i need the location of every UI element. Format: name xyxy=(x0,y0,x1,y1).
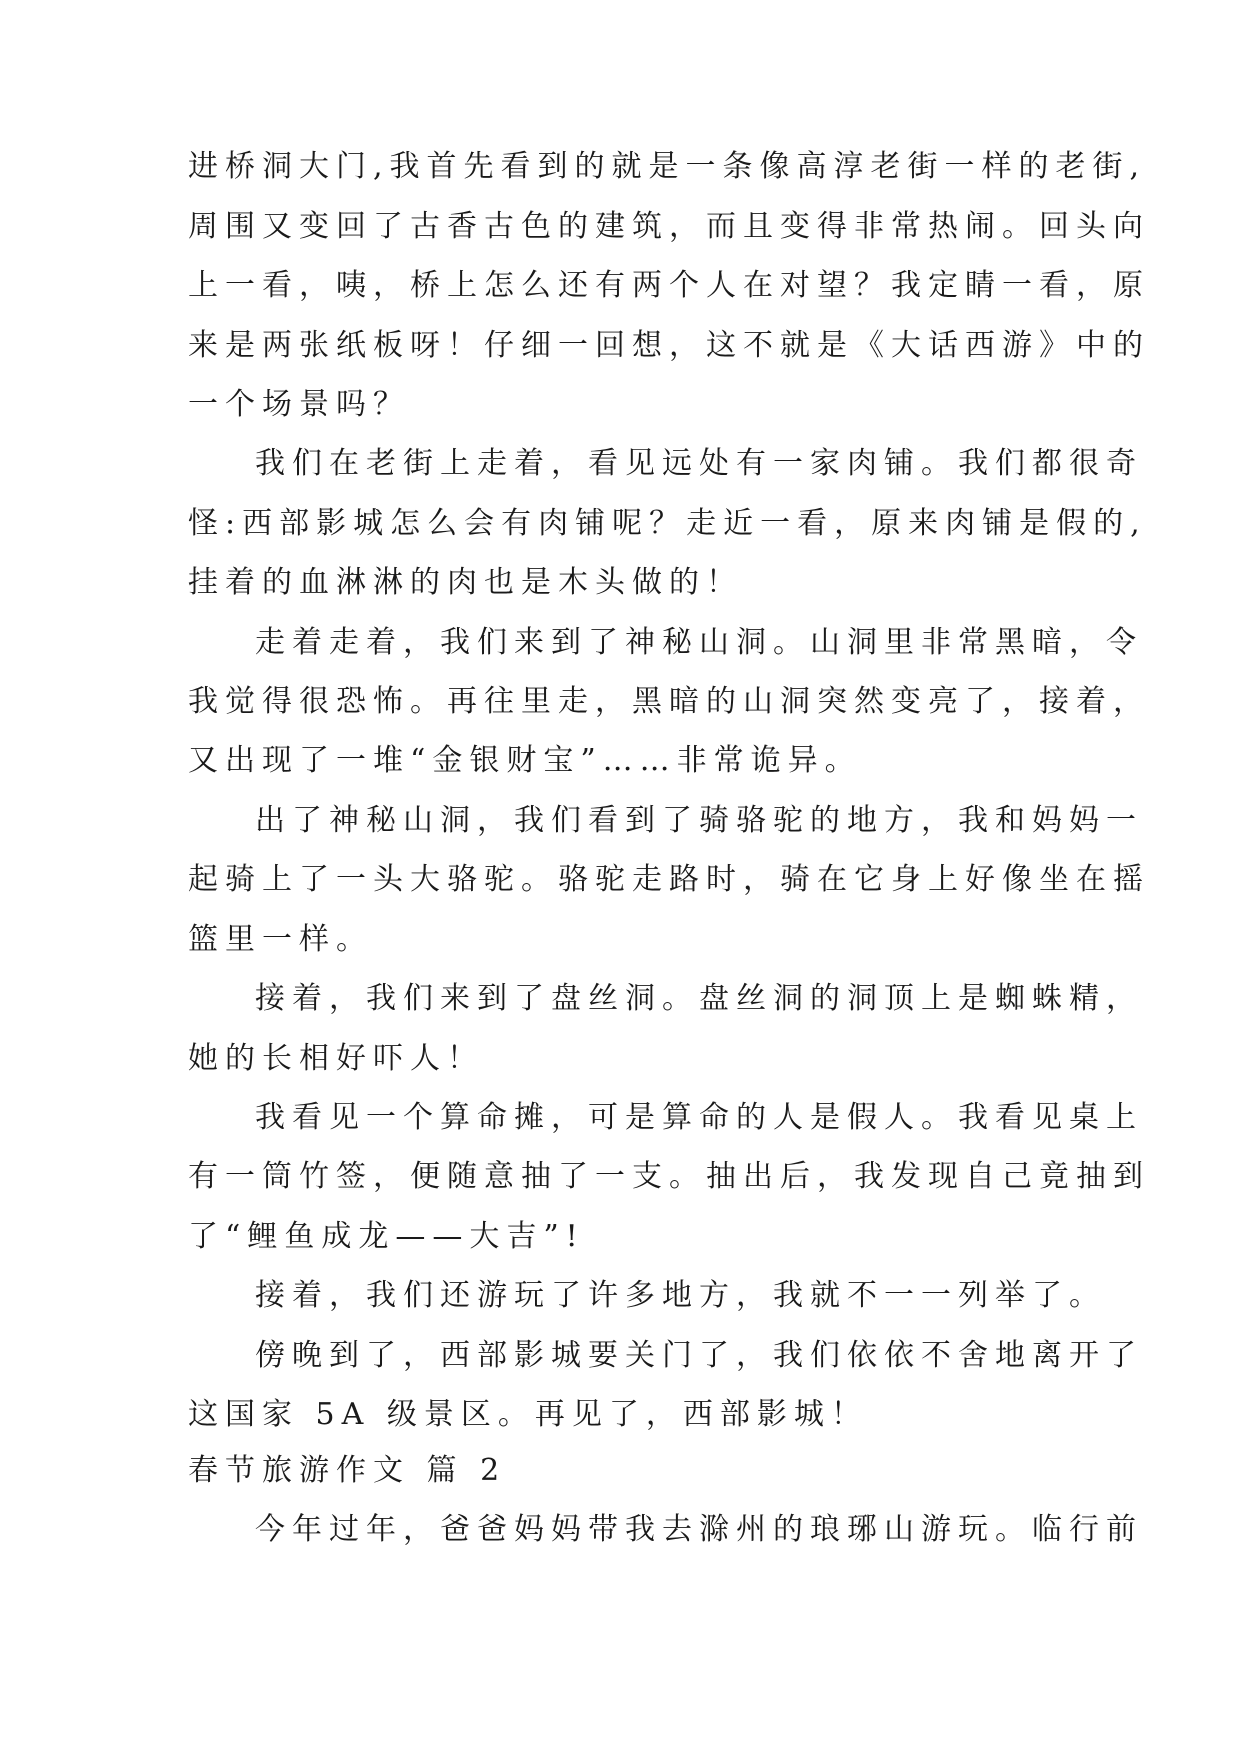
text-line: 她的长相好吓人！ xyxy=(188,1041,484,1076)
section-heading: 春节旅游作文 篇 2 xyxy=(188,1453,507,1488)
text-line: 怪:西部影城怎么会有肉铺呢？走近一看，原来肉铺是假的, xyxy=(188,506,1147,541)
paragraph-start-line: 出了神秘山洞，我们看到了骑骆驼的地方，我和妈妈一 xyxy=(255,803,1143,838)
text-line: 又出现了一堆“金银财宝”……非常诡异。 xyxy=(188,743,862,778)
text-line: 来是两张纸板呀！仔细一回想，这不就是《大话西游》中的 xyxy=(188,328,1150,363)
paragraph-start-line: 走着走着，我们来到了神秘山洞。山洞里非常黑暗，令 xyxy=(255,625,1143,660)
text-line: 这国家 5A 级景区。再见了，西部影城！ xyxy=(188,1397,868,1432)
text-line: 进桥洞大门,我首先看到的就是一条像高淳老街一样的老街, xyxy=(188,149,1147,184)
paragraph-start-line: 接着，我们来到了盘丝洞。盘丝洞的洞顶上是蜘蛛精， xyxy=(255,981,1143,1016)
paragraph-start-line: 我们在老街上走着，看见远处有一家肉铺。我们都很奇 xyxy=(255,446,1143,481)
text-line: 挂着的血淋淋的肉也是木头做的！ xyxy=(188,565,743,600)
text-line: 我觉得很恐怖。再往里走，黑暗的山洞突然变亮了，接着， xyxy=(188,684,1150,719)
text-line: 起骑上了一头大骆驼。骆驼走路时，骑在它身上好像坐在摇 xyxy=(188,862,1150,897)
text-line: 有一筒竹签，便随意抽了一支。抽出后，我发现自己竟抽到 xyxy=(188,1159,1150,1194)
text-line: 上一看，咦，桥上怎么还有两个人在对望？我定睛一看，原 xyxy=(188,268,1150,303)
paragraph-start-line: 我看见一个算命摊，可是算命的人是假人。我看见桌上 xyxy=(255,1100,1143,1135)
text-line: 周围又变回了古香古色的建筑，而且变得非常热闹。回头向 xyxy=(188,209,1150,244)
text-line: 篮里一样。 xyxy=(188,922,373,957)
paragraph-start-line: 傍晚到了，西部影城要关门了，我们依依不舍地离开了 xyxy=(255,1338,1143,1373)
text-line: 一个场景吗？ xyxy=(188,387,410,422)
paragraph-start-line: 今年过年，爸爸妈妈带我去滁州的琅琊山游玩。临行前 xyxy=(255,1512,1143,1547)
paragraph-start-line: 接着，我们还游玩了许多地方，我就不一一列举了。 xyxy=(255,1278,1106,1313)
text-line: 了“鲤鱼成龙——大吉”! xyxy=(188,1219,585,1254)
